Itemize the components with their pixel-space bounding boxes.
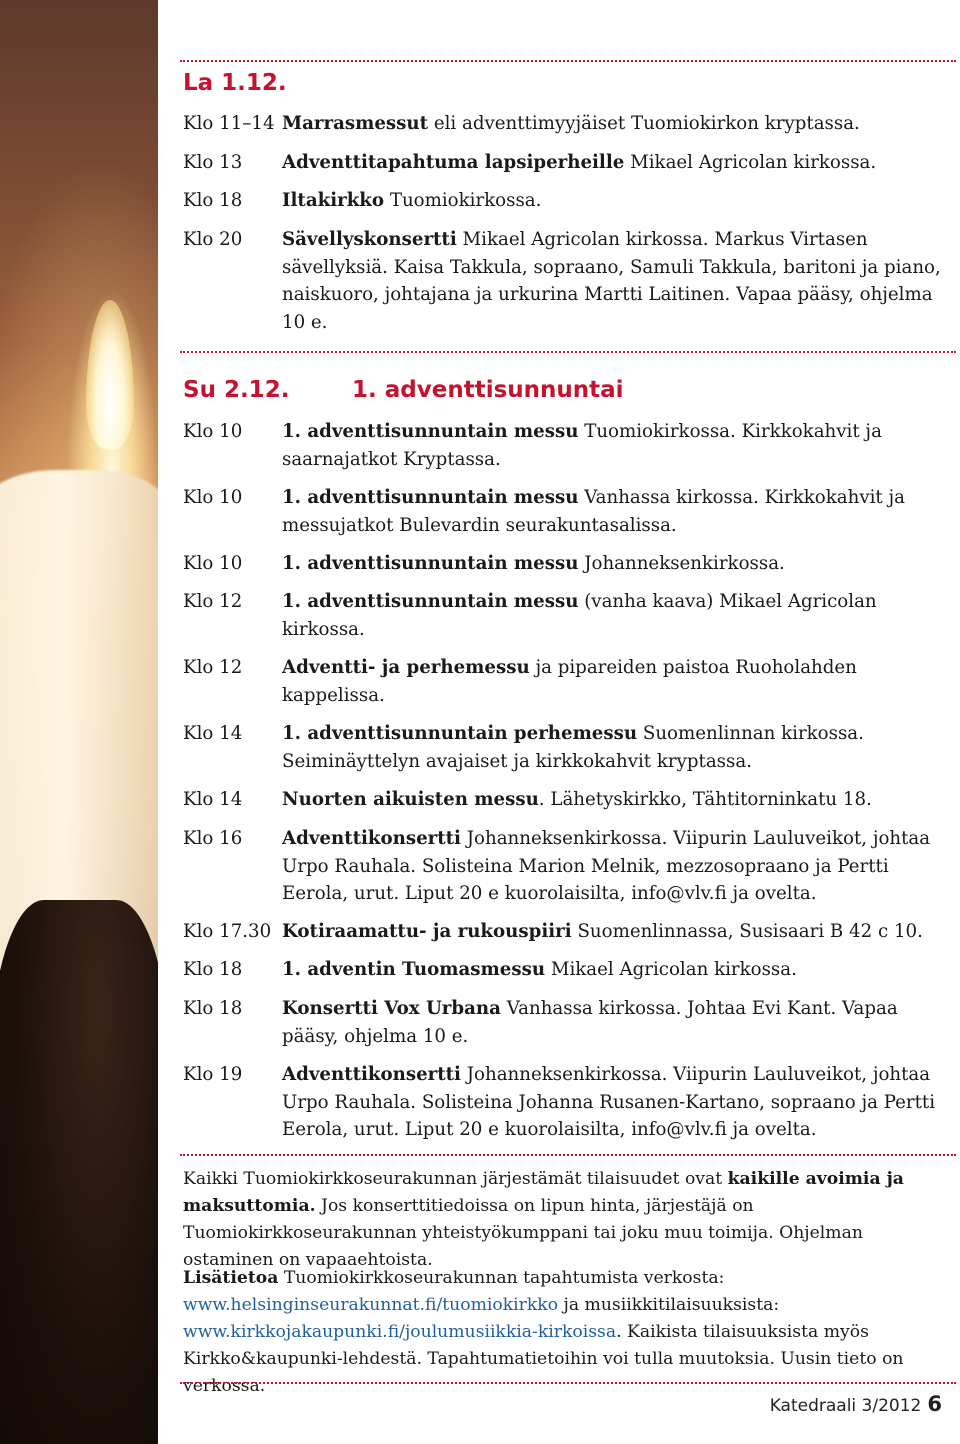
- event-text: Suomenlinnan kirkossa. Seiminäyttelyn avajaiset ja kirkkokahvit kryptassa.: [282, 723, 864, 772]
- event-row: [183, 226, 955, 336]
- event-time: Klo 18: [183, 998, 243, 1019]
- event-title: Marrasmessut: [282, 113, 429, 134]
- event-title: Iltakirkko: [282, 190, 385, 211]
- candle-holder: [0, 900, 158, 1444]
- event-row: [183, 825, 955, 908]
- event-time: Klo 17.30: [183, 921, 272, 942]
- event-text: Johanneksenkirkossa. Viipurin Lauluveikot, johtaa Urpo Rauhala. Solisteina Marion Melnik, mezzosopraano ja Pertti Eerola, urut. Liput 20 e kuorolaisilta, info@vlv.fi ja ovelta.: [282, 828, 931, 904]
- event-text: Tuomiokirkossa.: [384, 190, 542, 211]
- event-title: 1. adventtisunnuntain messu: [282, 421, 579, 442]
- event-text: eli adventtimyyjäiset Tuomiokirkon kryptassa.: [428, 113, 860, 134]
- event-row: [183, 786, 955, 814]
- page-number: 6: [927, 1392, 942, 1416]
- event-row: [183, 588, 955, 643]
- info-accessibility: [183, 1166, 955, 1274]
- event-text: Vanhassa kirkossa. Johtaa Evi Kant. Vapaa pääsy, ohjelma 10 e.: [282, 998, 898, 1047]
- event-time: Klo 12: [183, 591, 243, 612]
- divider-bottom: [180, 1382, 956, 1384]
- event-time: Klo 19: [183, 1064, 243, 1085]
- event-row: [183, 918, 955, 946]
- event-time: Klo 13: [183, 152, 243, 173]
- event-text: (vanha kaava) Mikael Agricolan kirkossa.: [282, 591, 877, 640]
- event-row: [183, 956, 955, 984]
- divider: [180, 1154, 956, 1156]
- day-title: 1. adventtisunnuntai: [352, 377, 624, 403]
- info-text: Kaikki Tuomiokirkkoseurakunnan järjestämät tilaisuudet ovat: [183, 1169, 728, 1189]
- event-time: Klo 20: [183, 229, 243, 250]
- day-heading: Su 2.12.: [183, 377, 290, 403]
- event-time: Klo 14: [183, 789, 243, 810]
- event-text: Johanneksenkirkossa. Viipurin Lauluveikot, johtaa Urpo Rauhala. Solisteina Johanna Rusanen-Kartano, sopraano ja Pertti Eerola, urut. Liput 20 e kuorolaisilta, info@vlv.fi ja ovelta.: [282, 1064, 936, 1140]
- event-row: [183, 1061, 955, 1144]
- event-row: [183, 149, 955, 177]
- event-time: Klo 12: [183, 657, 243, 678]
- event-row: [183, 418, 955, 473]
- info-text: ja musiikkitilaisuuksista:: [558, 1295, 780, 1315]
- event-time: Klo 14: [183, 723, 243, 744]
- event-title: Adventtitapahtuma lapsiperheille: [282, 152, 625, 173]
- info-text: . Kaikista tilaisuuksista myös Kirkko&kaupunki-lehdestä. Tapahtumatietoihin voi tulla muutoksia. Uusin tieto on verkossa.: [183, 1322, 904, 1396]
- event-text: Johanneksenkirkossa.: [578, 553, 785, 574]
- publication-name: Katedraali 3/2012: [769, 1396, 922, 1416]
- event-title: 1. adventtisunnuntain perhemessu: [282, 723, 638, 744]
- candle-photo: [0, 0, 158, 1444]
- event-text: Suomenlinnassa, Susisaari B 42 c 10.: [571, 921, 923, 942]
- info-text: Tuomiokirkkoseurakunnan tapahtumista verkosta:: [278, 1268, 725, 1288]
- event-row: [183, 484, 955, 539]
- event-text: . Lähetyskirkko, Tähtitorninkatu 18.: [538, 789, 872, 810]
- divider: [180, 351, 956, 353]
- event-text: Mikael Agricolan kirkossa.: [545, 959, 797, 980]
- event-text: ja pipareiden paistoa Ruoholahden kappelissa.: [282, 657, 857, 706]
- event-text: Tuomiokirkossa. Kirkkokahvit ja saarnajatkot Kryptassa.: [282, 421, 882, 470]
- info-heading: Lisätietoa: [183, 1268, 279, 1288]
- event-title: Sävellyskonsertti: [282, 229, 457, 250]
- event-title: 1. adventtisunnuntain messu: [282, 487, 579, 508]
- event-row: [183, 187, 955, 215]
- candle-flame: [86, 300, 134, 450]
- page-footer: [770, 1392, 942, 1416]
- event-title: Adventtikonsertti: [282, 828, 461, 849]
- event-title: 1. adventin Tuomasmessu: [282, 959, 546, 980]
- day-heading: La 1.12.: [183, 70, 287, 96]
- event-time: Klo 11–14: [183, 113, 275, 134]
- event-time: Klo 18: [183, 190, 243, 211]
- info-emphasis: kaikille avoimia ja maksuttomia.: [183, 1169, 904, 1216]
- website-link[interactable]: www.helsinginseurakunnat.fi/tuomiokirkko: [183, 1295, 559, 1315]
- event-time: Klo 10: [183, 553, 243, 574]
- info-text: Jos konserttitiedoissa on lipun hinta, järjestäjä on Tuomiokirkkoseurakunnan yhteistyökumppani tai joku muu toimija. Ohjelman ostaminen on vapaaehtoista.: [183, 1196, 863, 1270]
- event-title: Adventtikonsertti: [282, 1064, 461, 1085]
- event-time: Klo 18: [183, 959, 243, 980]
- event-title: 1. adventtisunnuntain messu: [282, 591, 579, 612]
- event-time: Klo 10: [183, 487, 243, 508]
- event-title: Konsertti Vox Urbana: [282, 998, 501, 1019]
- event-title: Nuorten aikuisten messu: [282, 789, 539, 810]
- event-row: [183, 995, 955, 1050]
- event-row: [183, 720, 955, 775]
- event-row: [183, 550, 955, 578]
- divider-top: [180, 60, 956, 62]
- event-row: [183, 110, 955, 138]
- event-time: Klo 16: [183, 828, 243, 849]
- event-text: Mikael Agricolan kirkossa. Markus Virtasen sävellyksiä. Kaisa Takkula, sopraano, Samuli Takkula, baritoni ja piano, naiskuoro, johtajana ja urkurina Martti Laitinen. Vapaa pääsy, ohjelma 10 e.: [282, 229, 941, 333]
- event-title: Kotiraamattu- ja rukouspiiri: [282, 921, 572, 942]
- event-text: Vanhassa kirkossa. Kirkkokahvit ja messujatkot Bulevardin seurakuntasalissa.: [282, 487, 905, 536]
- event-text: Mikael Agricolan kirkossa.: [624, 152, 877, 173]
- event-title: 1. adventtisunnuntain messu: [282, 553, 579, 574]
- event-row: [183, 654, 955, 709]
- event-title: Adventti- ja perhemessu: [282, 657, 530, 678]
- music-link[interactable]: www.kirkkojakaupunki.fi/joulumusiikkia-kirkoissa: [183, 1322, 617, 1342]
- event-time: Klo 10: [183, 421, 243, 442]
- info-more: [183, 1265, 955, 1400]
